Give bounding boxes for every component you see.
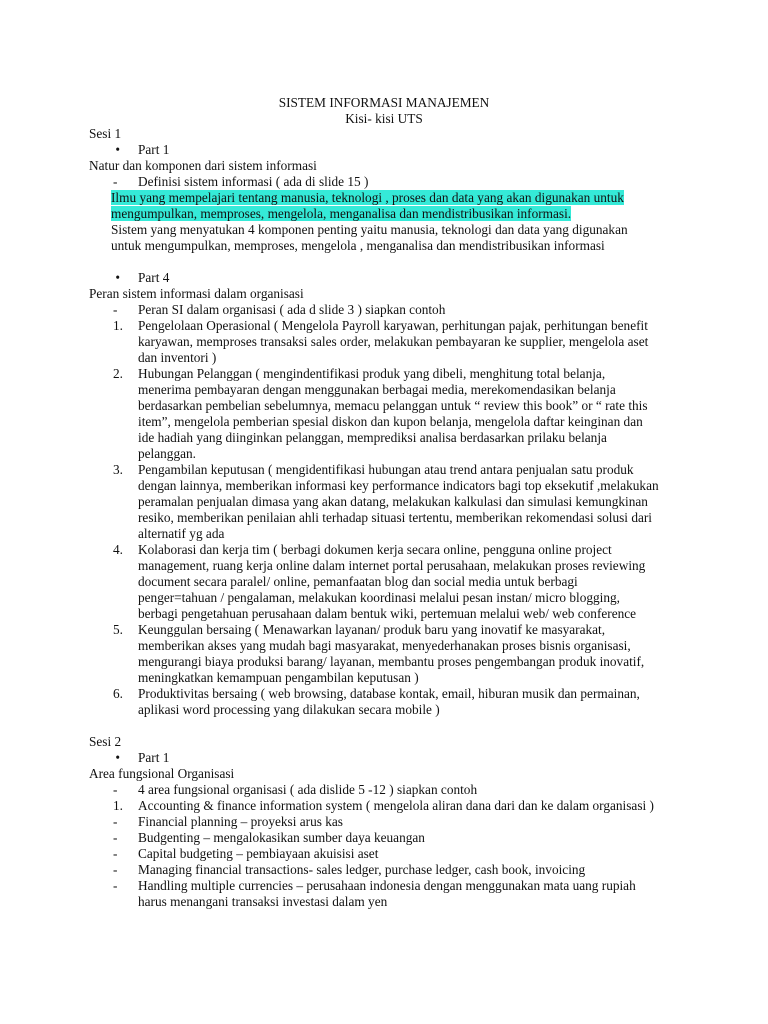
topic-heading: Natur dan komponen dari sistem informasi xyxy=(89,158,317,173)
item-line: dan inventori ) xyxy=(138,350,217,365)
item-line: Pengelolaan Operasional ( Mengelola Payroll karyawan, perhitungan pajak, perhitungan benefit xyxy=(138,318,648,333)
item-line: dengan lainnya, memberikan informasi key performance indicators bagi top eksekutif ,melakukan xyxy=(138,478,659,493)
topic-heading: Area fungsional Organisasi xyxy=(89,766,235,781)
dash-text: Capital budgeting – pembiayaan akuisisi aset xyxy=(138,846,379,861)
bullet-item xyxy=(89,270,689,286)
item-number: 1. xyxy=(113,318,123,333)
dash-marker: - xyxy=(113,814,118,829)
dash-text: Definisi sistem informasi ( ada di slide 15 ) xyxy=(138,174,369,189)
document-subtitle: Kisi- kisi UTS xyxy=(345,111,423,126)
dash-marker: - xyxy=(113,846,118,861)
numbered-item xyxy=(89,686,689,718)
dash-text: Handling multiple currencies – perusahaan indonesia dengan menggunakan mata uang rupiah xyxy=(138,878,636,893)
numbered-item xyxy=(89,318,689,366)
item-line: Accounting & finance information system ( mengelola aliran dana dari dan ke dalam organisasi ) xyxy=(138,798,654,813)
numbered-item xyxy=(89,542,689,622)
dash-text: Budgenting – mengalokasikan sumber daya keuangan xyxy=(138,830,425,845)
dash-text: 4 area fungsional organisasi ( ada dislide 5 -12 ) siapkan contoh xyxy=(138,782,478,797)
numbered-item xyxy=(89,366,689,462)
dash-item xyxy=(89,174,689,190)
dash-text: Managing financial transactions- sales ledger, purchase ledger, cash book, invoicing xyxy=(138,862,586,877)
highlight-line: mengumpulkan, memproses, mengelola, menganalisa dan mendistribusikan informasi. xyxy=(111,206,572,221)
highlighted-definition xyxy=(89,190,689,222)
bullet-marker: • xyxy=(115,750,120,765)
bullet-marker: • xyxy=(115,142,120,157)
dash-text: Peran SI dalam organisasi ( ada d slide 3 ) siapkan contoh xyxy=(138,302,446,317)
bullet-marker: • xyxy=(115,270,120,285)
numbered-item xyxy=(89,622,689,686)
item-line: menerima pembayaran dengan menggunakan berbagai media, merekomendasikan belanja xyxy=(138,382,616,397)
section-heading: Sesi 1 xyxy=(89,126,122,141)
item-number: 6. xyxy=(113,686,123,701)
item-line: aplikasi word processing yang dilakukan secara mobile ) xyxy=(138,702,440,717)
dash-item xyxy=(89,302,689,318)
item-number: 2. xyxy=(113,366,123,381)
item-line: karyawan, memproses transaksi sales order, melakukan pembayaran ke supplier, mengelola aset xyxy=(138,334,649,349)
item-line: Hubungan Pelanggan ( mengindentifikasi produk yang dibeli, menghitung total belanja, xyxy=(138,366,606,381)
dash-list xyxy=(89,814,689,910)
item-line: mengurangi biaya produksi barang/ layanan, membantu proses pengembangan produk inovatif, xyxy=(138,654,645,669)
dash-text: Financial planning – proyeksi arus kas xyxy=(138,814,343,829)
item-line: ide hadiah yang diinginkan pelanggan, memprediksi analisa berdasarkan prilaku belanja xyxy=(138,430,607,445)
dash-marker: - xyxy=(113,878,118,893)
item-line: document secara paralel/ online, pemanfaatan blog dan social media untuk berbagi xyxy=(138,574,578,589)
item-line: resiko, memberikan penilaian ahli terhadap situasi tertentu, memberikan rekomendasi solusi dari xyxy=(138,510,652,525)
note-line: Sistem yang menyatukan 4 komponen penting yaitu manusia, teknologi dan data yang digunakan xyxy=(111,222,628,237)
numbered-item xyxy=(89,462,689,542)
numbered-list xyxy=(89,318,689,718)
highlight-line: Ilmu yang mempelajari tentang manusia, teknologi , proses dan data yang akan digunakan untuk xyxy=(111,190,624,205)
document-title: SISTEM INFORMASI MANAJEMEN xyxy=(278,95,490,110)
item-line: memberikan akses yang mudah bagi masyarakat, menyederhanakan proses bisnis organisasi, xyxy=(138,638,631,653)
section-heading: Sesi 2 xyxy=(89,734,122,749)
item-line: Produktivitas bersaing ( web browsing, database kontak, email, hiburan musik dan permainan, xyxy=(138,686,640,701)
dash-item xyxy=(89,830,689,846)
item-line: berdasarkan pembelian sebelumnya, memacu pelanggan untuk “ review this book” or “ rate this xyxy=(138,398,648,413)
dash-marker: - xyxy=(113,302,118,317)
item-line: pelanggan. xyxy=(138,446,196,461)
definition-note xyxy=(89,222,689,254)
dash-marker: - xyxy=(113,782,118,797)
item-line: peramalan penjualan dimasa yang akan datang, melakukan kalkulasi dan simulasi kemungkinan xyxy=(138,494,648,509)
document-body xyxy=(89,126,689,910)
item-number: 5. xyxy=(113,622,123,637)
bullet-item xyxy=(89,142,689,158)
item-line: meningkatkan kemampuan pengambilan keputusan ) xyxy=(138,670,419,685)
item-line: Kolaborasi dan kerja tim ( berbagi dokumen kerja secara online, pengguna online project xyxy=(138,542,612,557)
item-number: 1. xyxy=(113,798,123,813)
dash-item xyxy=(89,862,689,878)
part-label: Part 4 xyxy=(138,270,170,285)
part-label: Part 1 xyxy=(138,750,170,765)
item-number: 4. xyxy=(113,542,123,557)
part-label: Part 1 xyxy=(138,142,170,157)
numbered-item xyxy=(89,798,689,814)
item-line: Pengambilan keputusan ( mengidentifikasi hubungan atau trend antara penjualan satu produk xyxy=(138,462,634,477)
dash-marker: - xyxy=(113,862,118,877)
dash-item xyxy=(89,846,689,862)
dash-marker: - xyxy=(113,174,118,189)
item-line: berbagi pengetahuan perusahaan dalam bentuk wiki, pertemuan melalui web/ web conference xyxy=(138,606,637,621)
title-block xyxy=(0,95,768,127)
item-line: Keunggulan bersaing ( Menawarkan layanan/ produk baru yang inovatif ke masyarakat, xyxy=(138,622,606,637)
dash-item xyxy=(89,814,689,830)
dash-item xyxy=(89,782,689,798)
topic-heading: Peran sistem informasi dalam organisasi xyxy=(89,286,304,301)
item-line: alternatif yg ada xyxy=(138,526,225,541)
item-line: penger=tahuan / pengalaman, melakukan koordinasi melalui pesan instan/ micro blogging, xyxy=(138,590,620,605)
note-line: untuk mengumpulkan, memproses, mengelola , menganalisa dan mendistribusikan informasi xyxy=(111,238,605,253)
dash-text: harus menangani transaksi investasi dalam yen xyxy=(138,894,388,909)
dash-marker: - xyxy=(113,830,118,845)
item-line: management, ruang kerja online dalam internet portal perusahaan, melakukan proses reviewing xyxy=(138,558,646,573)
item-number: 3. xyxy=(113,462,123,477)
bullet-item xyxy=(89,750,689,766)
dash-item xyxy=(89,878,689,910)
item-line: item”, mengelola pemberian spesial diskon dan kupon belanja, mengelola daftar keinginan dan xyxy=(138,414,643,429)
